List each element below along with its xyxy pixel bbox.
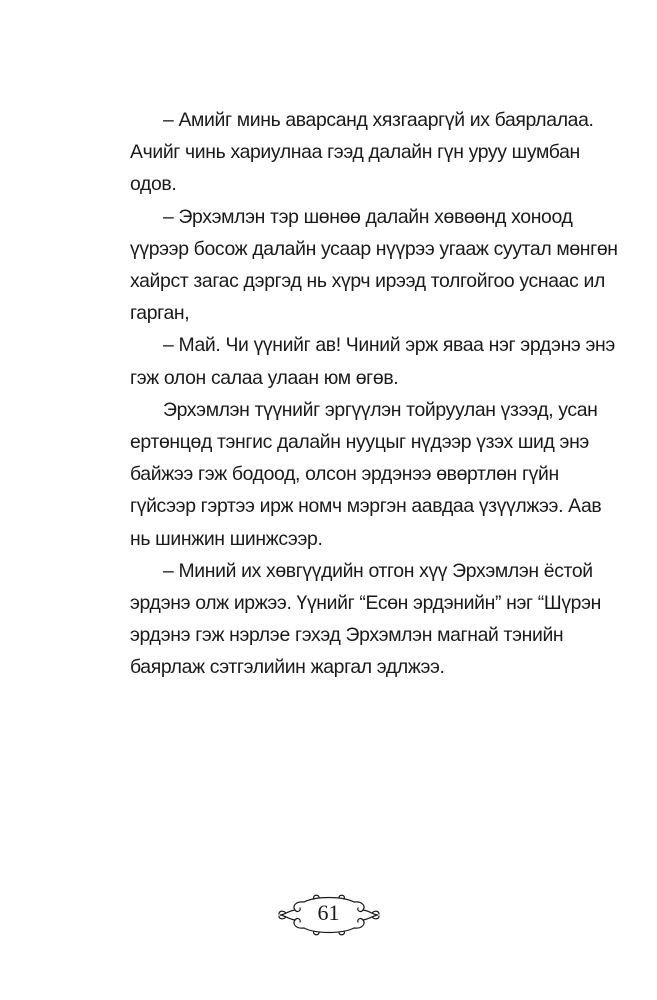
text-line: гарган, (130, 302, 190, 325)
text-line: гүйсээр гэртээ ирж номч мэргэн аавдаа үзүүлжээ. Аав (130, 495, 602, 518)
text-line: хайрст загас дэргэд нь хүрч ирээд толгойгоо уснаас ил (130, 270, 605, 293)
page-number: 61 (317, 900, 340, 925)
text-line: гэж олон салаа улаан юм өгөв. (130, 366, 399, 389)
text-line: – Май. Чи үүнийг ав! Чиний эрж яваа нэг эрдэнэ энэ (163, 334, 615, 357)
text-line: – Эрхэмлэн тэр шөнөө далайн хөвөөнд хоноод (163, 205, 573, 228)
text-line: Эрхэмлэн түүнийг эргүүлэн тойруулан үзээд, усан (163, 398, 598, 421)
page-number-ornament (274, 893, 384, 937)
text-line: үүрээр босож далайн усаар нүүрээ угааж суутал мөнгөн (130, 237, 618, 260)
text-line: одов. (130, 173, 177, 196)
text-line: нь шинжин шинжсээр. (130, 527, 323, 550)
text-line: баярлаж сэтгэлийин жаргал эдлжээ. (130, 656, 445, 679)
page-footer (0, 893, 657, 937)
text-line: Ачийг чинь хариулнаа гээд далайн гүн уруу шумбан (130, 141, 580, 164)
text-line: – Миний их хөвгүүдийн отгон хүү Эрхэмлэн ёстой (163, 559, 593, 582)
text-line: – Амийг минь аварсанд хязгааргүй их баярлалаа. (163, 109, 594, 131)
text-line: эрдэнэ гэж нэрлэе гэхэд Эрхэмлэн магнай тэнийн (130, 624, 564, 647)
text-line: байжээ гэж бодоод, олсон эрдэнээ өвөртлөн гүйн (130, 463, 559, 486)
body-text (130, 104, 618, 684)
text-line: эрдэнэ олж иржээ. Үүнийг “Есөн эрдэнийн” нэг “Шүрэн (130, 592, 601, 615)
text-line: ертөнцөд тэнгис далайн нууцыг нүдээр үзэх шид энэ (130, 431, 589, 454)
